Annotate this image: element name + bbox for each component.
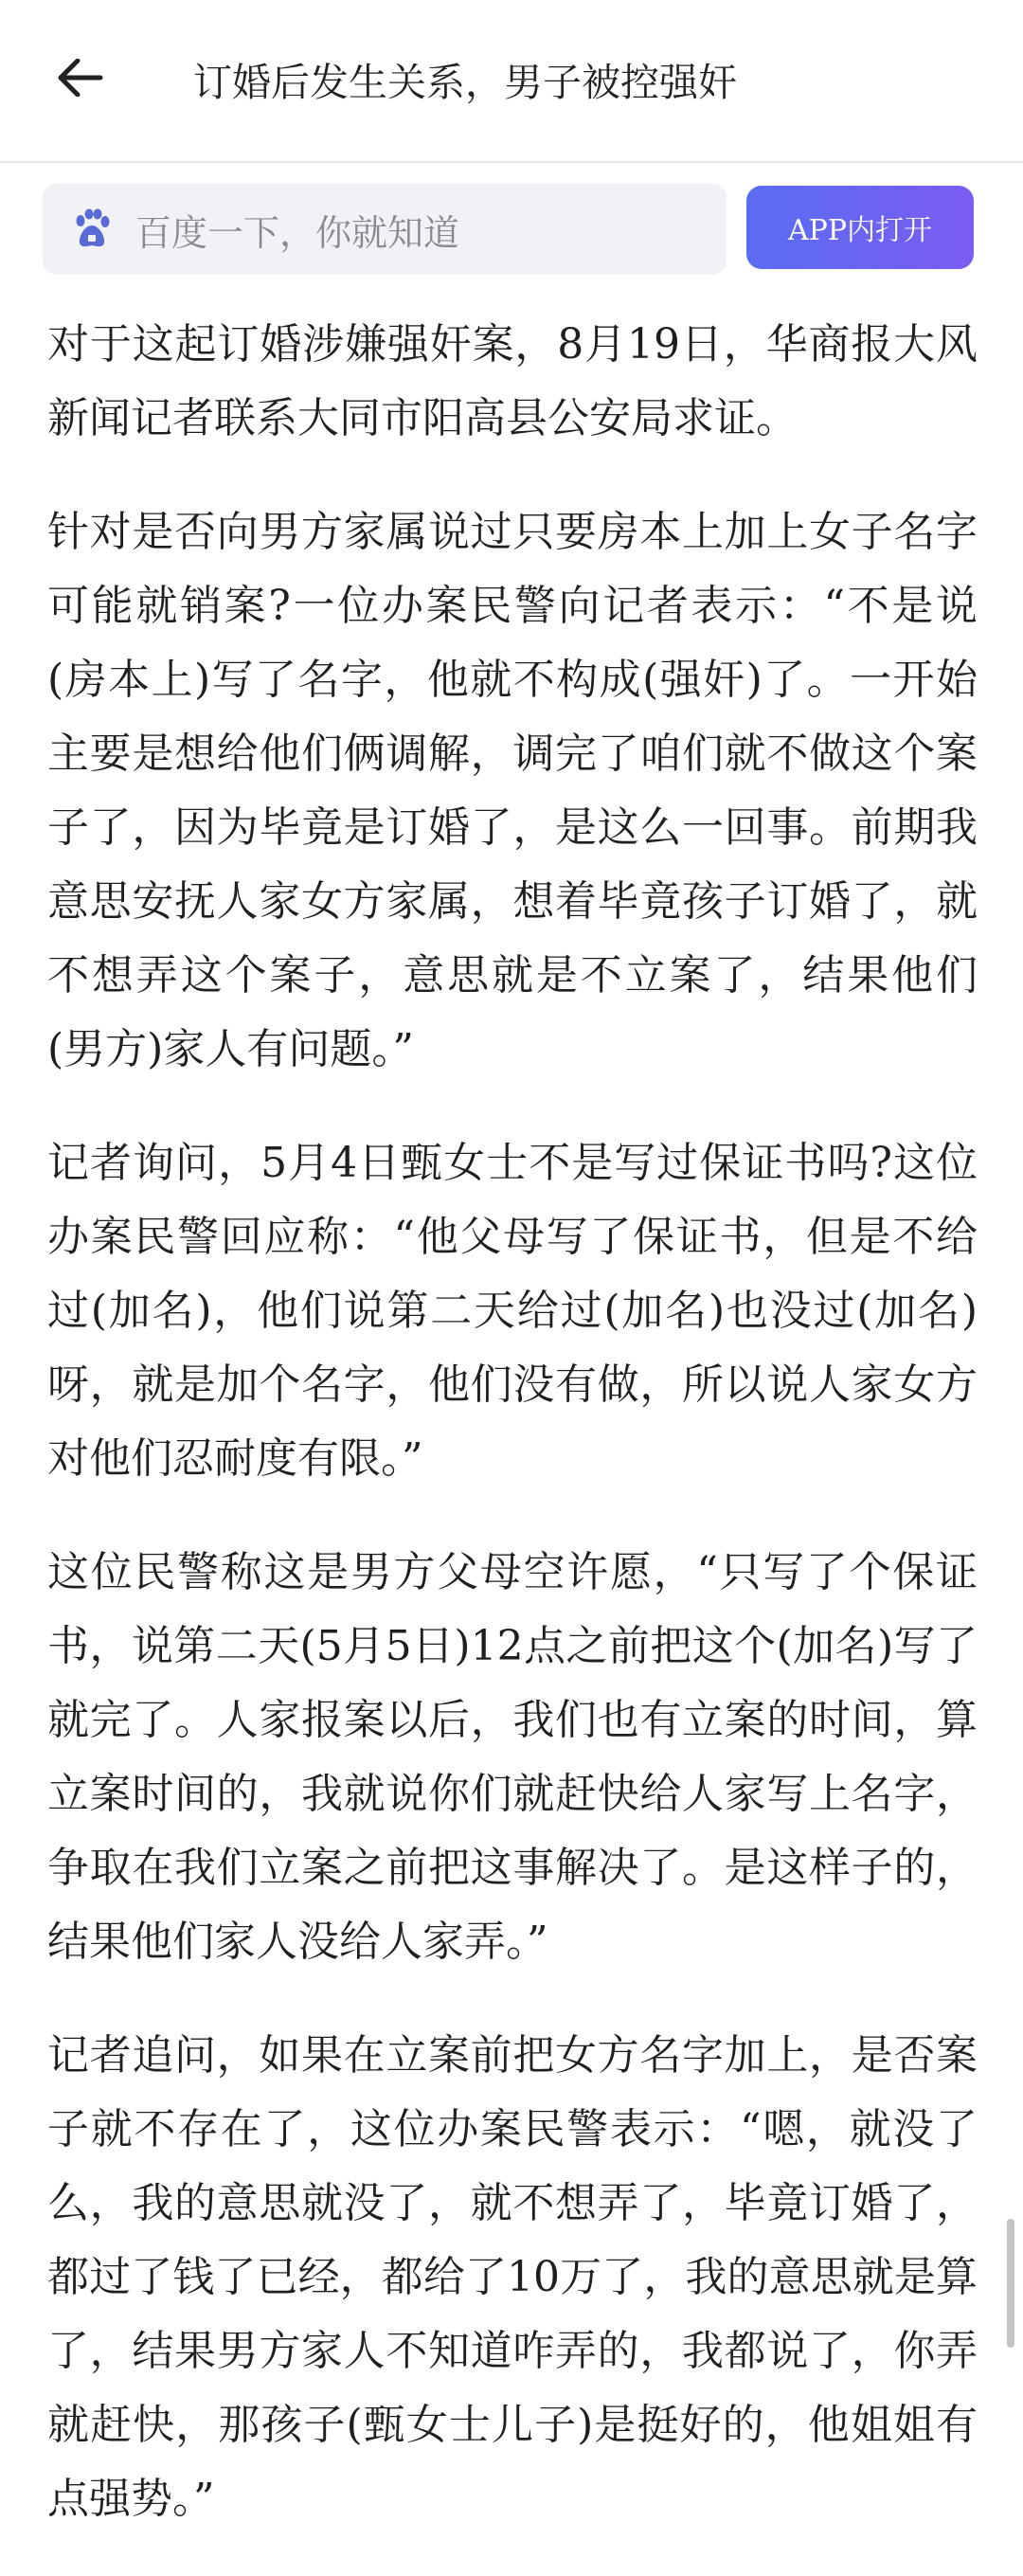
back-arrow-icon[interactable] [52,49,109,106]
article-paragraph-2: 针对是否向男方家属说过只要房本上加上女子名字可能就销案?一位办案民警向记者表示：“不是说(房本上)写了名字，他就不构成(强奸)了。一开始主要是想给他们俩调解，调完了咱们就不做这个案子了，因为毕竟是订婚了，是这么一回事。前期我意思安抚人家女方家属，想着毕竟孩子订婚了，就不想弄这个案子，意思就是不立案了，结果他们(男方)家人有问题。” [47,508,978,1073]
open-in-app-button[interactable]: APP内打开 [746,186,974,269]
article-paragraph-4: 这位民警称这是男方父母空许愿，“只写了个保证书，说第二天(5月5日)12点之前把这个(加名)写了就完了。人家报案以后，我们也有立案的时间，算立案时间的，我就说你们就赶快给人家写上名字，争取在我们立案之前把这事解决了。是这样子的，结果他们家人没给人家弄。” [47,1548,978,1966]
scrollbar[interactable] [1007,2219,1014,2348]
article-paragraph-3: 记者询问，5月4日甄女士不是写过保证书吗?这位办案民警回应称：“他父母写了保证书，但是不给过(加名)，他们说第二天给过(加名)也没过(加名)呀，就是加个名字，他们没有做，所以说人家女方对他们忍耐度有限。” [47,1139,978,1483]
article-paragraph-5: 记者追问，如果在立案前把女方名字加上，是否案子就不存在了，这位办案民警表示：“嗯，就没了么，我的意思就没了，就不想弄了，毕竟订婚了，都过了钱了已经，都给了10万了，我的意思就是算了，结果男方家人不知道咋弄的，我都说了，你弄就赶快，那孩子(甄女士儿子)是挺好的，他姐姐有点强势。” [47,2031,978,2523]
top-bar [0,0,1023,163]
search-bar-row [0,161,1023,294]
article-body [47,308,978,2576]
baidu-paw-icon [69,207,115,252]
search-input[interactable] [43,184,727,275]
article-paragraph-1: 对于这起订婚涉嫌强奸案，8月19日，华商报大风新闻记者联系大同市阳高县公安局求证。 [47,320,978,442]
page-title: 订婚后发生关系，男子被控强奸 [193,60,737,105]
search-placeholder: 百度一下，你就知道 [135,211,460,254]
